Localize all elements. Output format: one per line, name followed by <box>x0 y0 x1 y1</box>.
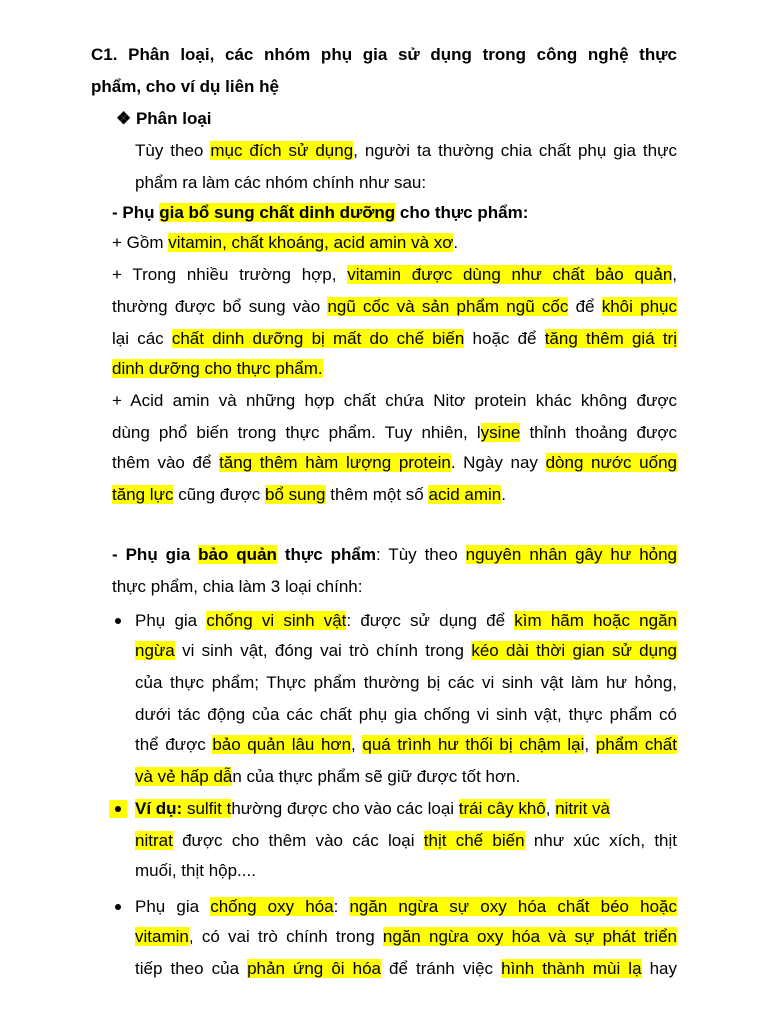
text-run: cho thực phẩm: <box>395 203 529 222</box>
section-title-line-2 <box>91 76 279 98</box>
text-run: phẩm, cho ví dụ liên hệ <box>91 77 279 96</box>
highlighted-text: tăng thêm hàm lượng protein <box>219 453 451 472</box>
text-run: - Phụ gia <box>112 545 199 564</box>
highlighted-text: chống vi sinh vật <box>206 611 347 630</box>
text-run: của thực phẩm; Thực phẩm thường bị các vi sinh vật làm hư hỏng, <box>135 673 677 692</box>
text-run: C1. Phân loại, các nhóm phụ gia sử dụng trong công nghệ thực <box>91 45 677 64</box>
highlighted-text: vitamin, chất khoáng, acid amin và xơ <box>168 233 454 252</box>
highlighted-text: sulfit t <box>182 799 232 818</box>
group-heading-bao-quan <box>112 544 677 566</box>
paragraph-line <box>112 422 677 444</box>
highlighted-text: và vẻ hấp dẫ <box>135 767 233 786</box>
text-run: , <box>672 265 678 284</box>
highlighted-text: trái cây khô <box>458 799 546 818</box>
example-line <box>135 798 610 820</box>
text-run: ❖ Phân loại <box>116 109 212 128</box>
paragraph-line <box>112 264 677 286</box>
text-run: thực phẩm <box>276 545 376 564</box>
text-run: + Gồm <box>112 233 169 252</box>
text-run: Tùy theo <box>135 141 211 160</box>
highlighted-text: chống oxy hóa <box>210 897 334 916</box>
text-run: như xúc xích, thịt <box>524 831 677 850</box>
bullet-item-line <box>135 704 677 726</box>
bullet-dot-icon <box>115 904 121 910</box>
example-line <box>135 830 677 852</box>
text-run: để <box>568 297 602 316</box>
text-run: vi sinh vật, đóng vai trò chính trong <box>174 641 472 660</box>
paragraph-line <box>112 576 362 598</box>
group-heading-bo-sung <box>112 202 528 224</box>
paragraph-line <box>112 358 323 380</box>
paragraph-line <box>112 484 506 506</box>
text-run: cũng được <box>173 485 265 504</box>
text-run: phẩm ra làm các nhóm chính như sau: <box>135 173 427 192</box>
bullet-item-line <box>135 958 677 980</box>
bullet-dot-icon <box>115 806 121 812</box>
bullet-item-line <box>135 926 677 948</box>
text-run: hoặc để <box>464 329 545 348</box>
text-run: để tránh việc <box>380 959 502 978</box>
text-run: : Tùy theo <box>375 545 466 564</box>
highlighted-text: kéo dài thời gian sử dụng <box>471 641 677 660</box>
text-run: Phụ gia <box>135 897 211 916</box>
highlighted-text: bổ sung <box>265 485 326 504</box>
highlighted-text: ngừa <box>135 641 175 660</box>
text-run: . Ngày nay <box>450 453 546 472</box>
highlighted-text: tăng lực <box>112 485 174 504</box>
text-run: thỉnh thoảng được <box>520 423 677 442</box>
text-run: + Trong nhiều trường hợp, <box>112 265 348 284</box>
text-run: thường được bổ sung vào <box>112 297 328 316</box>
text-run: dưới tác động của các chất phụ gia chống vi sinh vật, thực phẩm có <box>135 705 677 724</box>
text-run: , người ta thường chia chất phụ gia thực <box>353 141 677 160</box>
highlighted-text: thịt chế biến <box>423 831 525 850</box>
text-run: thể được <box>135 735 213 754</box>
text-run: lại các <box>112 329 172 348</box>
text-run: thêm một số <box>325 485 429 504</box>
highlighted-text: ysine <box>480 423 521 442</box>
highlighted-text: tăng thêm giá trị <box>544 329 677 348</box>
text-run: , có vai trò chính trong <box>188 927 383 946</box>
text-run: - Phụ <box>112 203 160 222</box>
bullet-item-line <box>135 896 677 918</box>
highlighted-text: bảo quản <box>198 545 277 564</box>
bullet-item-line <box>135 672 677 694</box>
bullet-item-line <box>135 610 677 632</box>
highlighted-text: hình thành mùi lạ <box>501 959 642 978</box>
text-run: , <box>351 735 363 754</box>
highlighted-text: phản ứng ôi hóa <box>247 959 381 978</box>
bullet-dot-icon <box>115 618 121 624</box>
section-title-line-1 <box>91 44 677 66</box>
highlighted-text: nitrat <box>135 831 173 850</box>
paragraph-line <box>112 390 677 412</box>
highlighted-text: bảo quản lâu hơn <box>212 735 352 754</box>
text-run: dùng phổ biến trong thực phẩm. Tuy nhiên, l <box>112 423 481 442</box>
text-run: : <box>333 897 350 916</box>
highlighted-text: chất dinh dưỡng bị mất do chế biến <box>171 329 465 348</box>
text-run: được cho thêm vào các loại <box>172 831 424 850</box>
text-run: . <box>501 485 506 504</box>
highlighted-text: acid amin <box>428 485 502 504</box>
highlighted-text: kìm hãm hoặc ngăn <box>514 611 677 630</box>
text-run: muối, thịt hộp.... <box>135 861 256 880</box>
paragraph-line <box>135 140 677 162</box>
text-run: , <box>584 735 596 754</box>
highlighted-text: ngăn ngừa oxy hóa và sự phát triển <box>382 927 678 946</box>
bullet-item-line <box>135 766 520 788</box>
text-run: hường được cho vào các loại <box>231 799 459 818</box>
highlighted-text: vitamin được dùng như chất bảo quản <box>347 265 673 284</box>
paragraph-line <box>112 232 458 254</box>
paragraph-line <box>112 328 677 350</box>
example-line <box>135 860 256 882</box>
highlighted-text: gia bổ sung chất dinh dưỡng <box>159 203 396 222</box>
highlighted-text: ngũ cốc và sản phẩm ngũ cốc <box>327 297 569 316</box>
text-run: hay <box>641 959 678 978</box>
text-run: : được sử dụng để <box>346 611 515 630</box>
highlighted-text: Ví dụ: <box>135 799 183 818</box>
highlighted-text: nitrit và <box>555 799 610 818</box>
highlighted-text: vitamin <box>135 927 189 946</box>
highlighted-text: mục đích sử dụng <box>210 141 354 160</box>
text-run: Phụ gia <box>135 611 207 630</box>
highlighted-text: phẩm chất <box>595 735 677 754</box>
text-run: + Acid amin và những hợp chất chứa Nitơ protein khác không được <box>112 391 677 410</box>
highlighted-text: khôi phục <box>601 297 677 316</box>
paragraph-line <box>112 296 677 318</box>
paragraph-line <box>135 172 426 194</box>
paragraph-line <box>112 452 677 474</box>
subheading-phan-loai <box>116 108 212 130</box>
text-run: n của thực phẩm sẽ giữ được tốt hơn. <box>232 767 521 786</box>
bullet-item-line <box>135 734 677 756</box>
highlighted-text: dòng nước uống <box>545 453 677 472</box>
text-run: tiếp theo của <box>135 959 248 978</box>
bullet-item-line <box>135 640 677 662</box>
text-run: . <box>453 233 459 252</box>
text-run: thực phẩm, chia làm 3 loại chính: <box>112 577 363 596</box>
text-run: thêm vào để <box>112 453 220 472</box>
text-run: , <box>545 799 556 818</box>
highlighted-text: ngăn ngừa sự oxy hóa chất béo hoặc <box>349 897 677 916</box>
highlighted-text: quá trình hư thối bị chậm lại <box>362 735 585 754</box>
highlighted-text: dinh dưỡng cho thực phẩm. <box>112 359 323 378</box>
highlighted-text: nguyên nhân gây hư hỏng <box>465 545 678 564</box>
